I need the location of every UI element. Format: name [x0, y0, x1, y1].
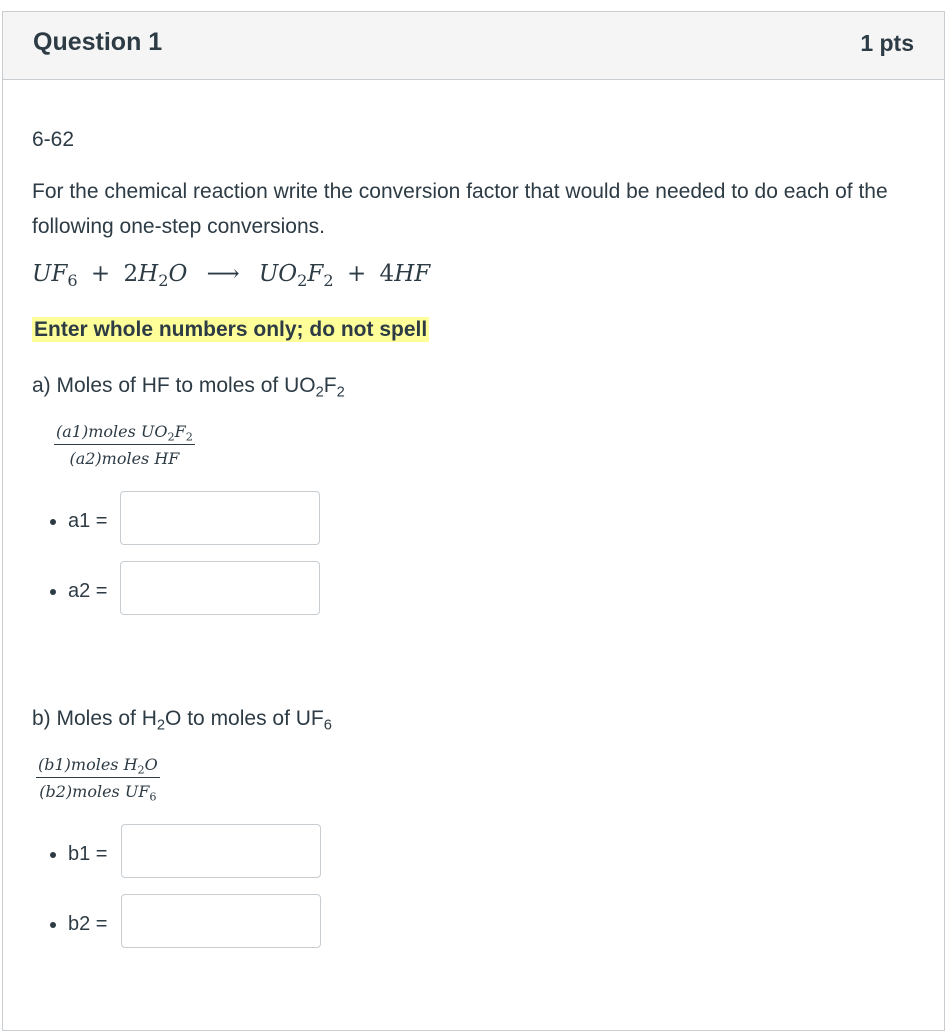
conversion-factor-a	[54, 422, 195, 468]
warning-text: Enter whole numbers only; do not spell	[34, 318, 428, 341]
part-a-label: a) Moles of HF to moles of $UO_2F_2$	[32, 374, 345, 401]
answer-input-b1[interactable]	[121, 824, 321, 878]
bullet-icon	[50, 922, 56, 928]
bullet-icon	[50, 852, 56, 858]
bullet-icon	[50, 519, 56, 525]
plus-sign: +	[346, 261, 367, 287]
input-label-b1: b1 =	[68, 843, 108, 865]
input-row-a2	[50, 580, 107, 603]
answer-input-b2[interactable]	[121, 894, 321, 948]
factor-a-numerator: (a1)moles $UO_2F_2$	[56, 422, 193, 444]
plus-sign: +	[90, 261, 111, 287]
question-points: 1 pts	[860, 30, 914, 56]
question-title: Question 1	[33, 28, 163, 56]
input-label-b2: b2 =	[68, 913, 108, 935]
input-label-a1: a1 =	[68, 510, 108, 532]
question-header	[3, 12, 944, 80]
problem-number: 6-62	[32, 128, 75, 151]
input-row-a1	[50, 510, 107, 533]
reaction-arrow: ⟶	[206, 261, 240, 287]
factor-b-numerator: (b1)moles $H_2O$	[38, 755, 158, 777]
reactant-uf6: $UF_6$	[32, 261, 78, 290]
reaction-equation	[32, 261, 431, 290]
instructions-text: For the chemical reaction write the conversion factor that would be needed to do each of the following one-step conversions.	[32, 180, 888, 238]
answer-input-a1[interactable]	[120, 491, 320, 545]
factor-a-denominator: (a2)moles HF	[69, 449, 180, 468]
answer-input-a2[interactable]	[120, 561, 320, 615]
reactant-h2o: $2H_2O$	[123, 261, 188, 290]
input-row-b1	[50, 843, 107, 866]
product-uo2f2: $UO_2F_2$	[258, 261, 334, 290]
bullet-icon	[50, 589, 56, 595]
input-row-b2	[50, 913, 107, 936]
input-label-a2: a2 =	[68, 580, 108, 602]
conversion-factor-b	[36, 755, 160, 804]
product-hf: 4HF	[379, 261, 431, 287]
warning-note	[32, 318, 429, 342]
part-b-label: b) Moles of $H_2O$ to moles of $UF_6$	[32, 707, 332, 734]
factor-b-denominator: (b2)moles $UF_6$	[39, 782, 157, 804]
